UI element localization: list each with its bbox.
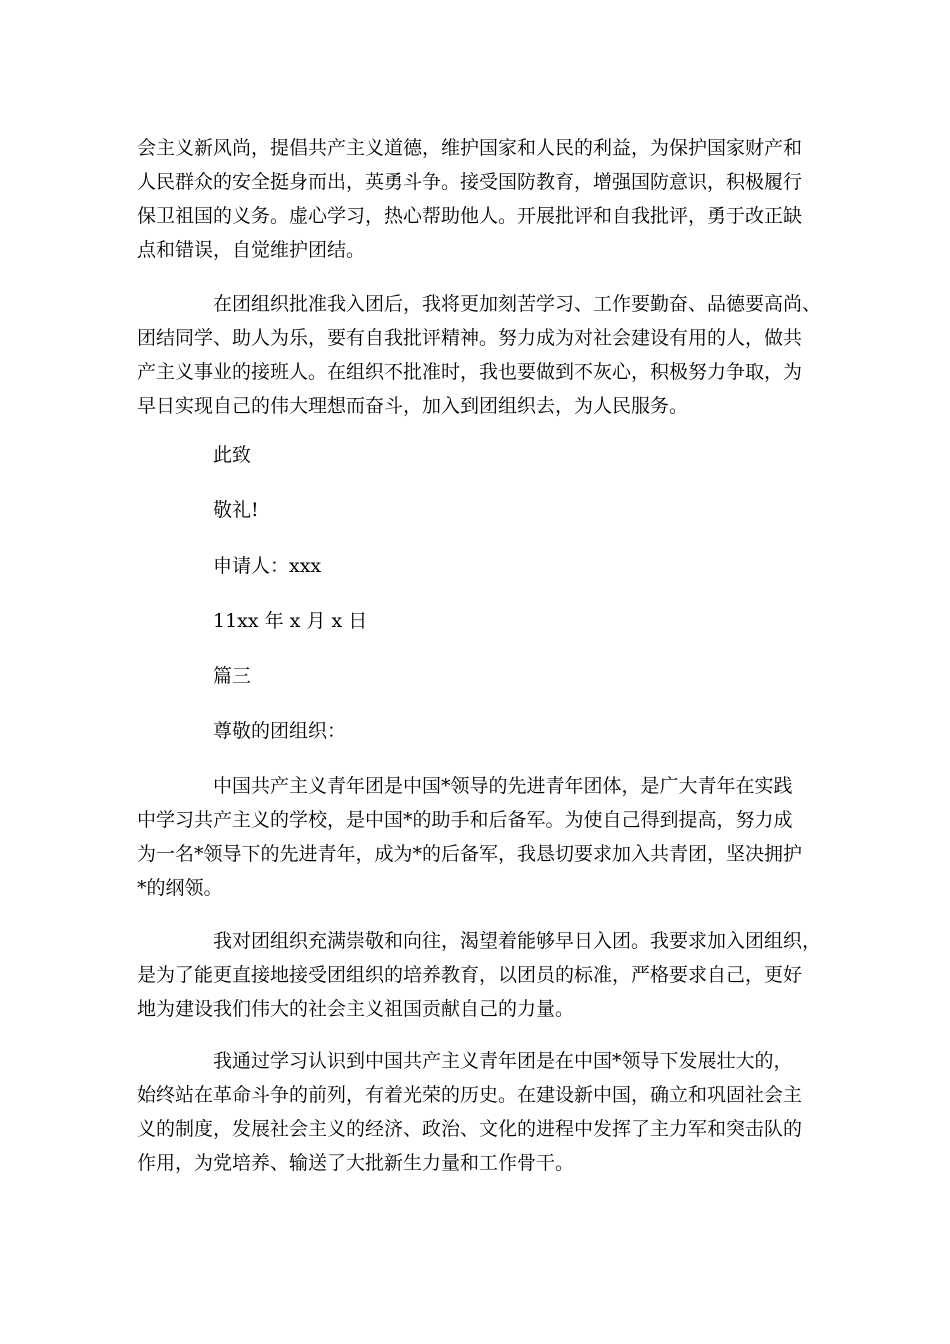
paragraph-line: 中国共产主义青年团是中国*领导的先进青年团体，是广大青年在实践	[213, 775, 793, 797]
paragraph-2	[137, 287, 822, 423]
paragraph-line: 点和错误，自觉维护团结。	[137, 239, 366, 261]
closing-text: 此致	[213, 444, 252, 466]
paragraph-line: 中学习共产主义的学校，是中国*的助手和后备军。为使自己得到提高，努力成	[137, 809, 793, 831]
greeting-text: 尊敬的团组织：	[213, 720, 347, 742]
paragraph-line: 我对团组织充满崇敬和向往，渴望着能够早日入团。我要求加入团组织，	[213, 930, 822, 952]
paragraph-line: 我通过学习认识到中国共产主义青年团是在中国*领导下发展壮大的，	[213, 1050, 793, 1072]
salute-text: 敬礼!	[213, 499, 259, 521]
paragraph-line: 是为了能更直接地接受团组织的培养教育，以团员的标准，严格要求自己，更好	[137, 964, 803, 986]
paragraph-line: 团结同学、助人为乐，要有自我批评精神。努力成为对社会建设有用的人，做共	[137, 327, 803, 349]
paragraph-1	[137, 131, 817, 267]
paragraph-3	[137, 769, 817, 905]
paragraph-line: 产主义事业的接班人。在组织不批准时，我也要做到不灰心，积极努力争取，为	[137, 361, 803, 383]
applicant-line: 申请人：xxx	[213, 555, 322, 577]
paragraph-line: 会主义新风尚，提倡共产主义道德，维护国家和人民的利益，为保护国家财产和	[137, 137, 803, 159]
paragraph-line: 为一名*领导下的先进青年，成为*的后备军，我恳切要求加入共青团，坚决拥护	[137, 843, 803, 865]
section-title: 篇三	[213, 665, 252, 687]
paragraph-line: 早日实现自己的伟大理想而奋斗，加入到团组织去，为人民服务。	[137, 395, 689, 417]
date-line: 11xx 年 x 月 x 日	[213, 610, 368, 632]
paragraph-line: 保卫祖国的义务。虚心学习，热心帮助他人。开展批评和自我批评，勇于改正缺	[137, 205, 803, 227]
paragraph-line: *的纲领。	[137, 877, 223, 899]
paragraph-line: 人民群众的安全挺身而出，英勇斗争。接受国防教育，增强国防意识，积极履行	[137, 171, 803, 193]
paragraph-line: 在团组织批准我入团后，我将更加刻苦学习、工作要勤奋、品德要高尚、	[213, 293, 822, 315]
paragraph-line: 义的制度，发展社会主义的经济、政治、文化的进程中发挥了主力军和突击队的	[137, 1118, 803, 1140]
paragraph-line: 始终站在革命斗争的前列，有着光荣的历史。在建设新中国，确立和巩固社会主	[137, 1084, 803, 1106]
paragraph-line: 地为建设我们伟大的社会主义祖国贡献自己的力量。	[137, 998, 575, 1020]
paragraph-5	[137, 1044, 817, 1180]
paragraph-4	[137, 924, 822, 1026]
paragraph-line: 作用，为党培养、输送了大批新生力量和工作骨干。	[137, 1152, 575, 1174]
